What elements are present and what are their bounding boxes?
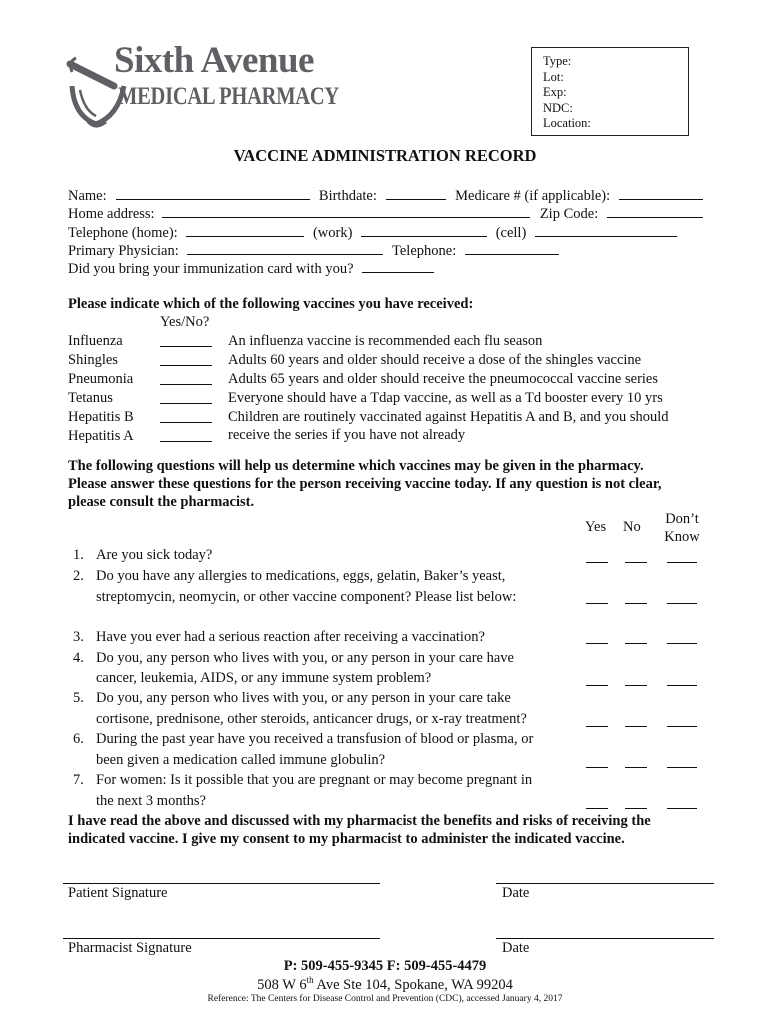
info-ndc: NDC:: [543, 100, 573, 115]
vaccine-yes-no-field[interactable]: [160, 353, 212, 366]
footer-address-ordinal: th: [306, 975, 314, 985]
primary-physician-field[interactable]: [187, 242, 383, 255]
patient-date-label: Date: [502, 885, 530, 901]
answer-dont-know-field[interactable]: [667, 726, 697, 727]
answer-yes-field[interactable]: [586, 643, 608, 644]
consent-line: indicated vaccine. I give my consent to my pharmacist to administer the indicated vaccine.: [68, 831, 625, 847]
answer-dont-know-field[interactable]: [667, 643, 697, 644]
question-text: Have you ever had a serious reaction after receiving a vaccination?: [96, 629, 485, 645]
question-text: Do you, any person who lives with you, or any person in your care take: [96, 690, 511, 706]
question-number: 2.: [73, 568, 84, 584]
answer-yes-field[interactable]: [586, 726, 608, 727]
work-label: (work): [312, 225, 353, 241]
question-number: 6.: [73, 731, 84, 747]
vaccine-yes-no-field[interactable]: [160, 410, 212, 423]
question-text: cancer, leukemia, AIDS, or any immune system problem?: [96, 670, 432, 686]
questions-intro-line: please consult the pharmacist.: [68, 494, 255, 510]
immunization-card-field[interactable]: [362, 260, 434, 273]
answer-no-field[interactable]: [625, 603, 647, 604]
cell-label: (cell): [495, 225, 527, 241]
answer-yes-field[interactable]: [586, 767, 608, 768]
questions-intro-line: Please answer these questions for the person receiving vaccine today. If any question is not clear,: [68, 476, 662, 492]
question-text: been given a medication called immune globulin?: [96, 752, 386, 768]
birthdate-field[interactable]: [386, 187, 446, 200]
vaccine-note: Adults 60 years and older should receive a dose of the shingles vaccine: [228, 352, 642, 368]
vaccine-note: receive the series if you have not already: [228, 427, 466, 443]
medicare-field[interactable]: [619, 187, 703, 200]
answer-no-field[interactable]: [625, 643, 647, 644]
vaccine-note: Everyone should have a Tdap vaccine, as well as a Td booster every 10 yrs: [228, 390, 663, 406]
home-address-field[interactable]: [162, 205, 530, 218]
question-text: Do you have any allergies to medications, eggs, gelatin, Baker’s yeast,: [96, 568, 506, 584]
question-text: streptomycin, neomycin, or other vaccine component? Please list below:: [96, 589, 517, 605]
zip-label: Zip Code:: [539, 206, 599, 222]
vaccine-name: Influenza: [68, 333, 123, 349]
vaccine-note: Children are routinely vaccinated against Hepatitis A and B, and you should: [228, 409, 669, 425]
pharmacist-signature-label: Pharmacist Signature: [68, 940, 192, 956]
col-header-yes: Yes: [585, 519, 607, 535]
question-text: Do you, any person who lives with you, or any person in your care have: [96, 650, 514, 666]
answer-dont-know-field[interactable]: [667, 685, 697, 686]
answer-yes-field[interactable]: [586, 808, 608, 809]
birthdate-label: Birthdate:: [318, 188, 377, 204]
patient-row-2: [68, 205, 703, 223]
vaccine-note: Adults 65 years and older should receive the pneumococcal vaccine series: [228, 371, 659, 387]
consent-line: I have read the above and discussed with my pharmacist the benefits and risks of receiving the: [68, 813, 651, 829]
patient-row-1: [68, 187, 703, 205]
vaccine-yes-no-field[interactable]: [160, 334, 212, 347]
footer-address-street: 508 W 6: [257, 976, 307, 993]
info-lot: Lot:: [543, 69, 564, 84]
vaccine-name: Tetanus: [68, 390, 113, 406]
question-number: 3.: [73, 629, 84, 645]
patient-row-5: [68, 260, 434, 278]
question-text: For women: Is it possible that you are pregnant or may become pregnant in: [96, 772, 533, 788]
questions-intro-line: The following questions will help us determine which vaccines may be given in the pharmacy.: [68, 458, 644, 474]
pharmacist-date-line[interactable]: [496, 938, 714, 939]
col-header-dont: Don’t: [665, 511, 699, 527]
vaccine-info-box: [531, 47, 689, 136]
question-number: 4.: [73, 650, 84, 666]
vaccine-name: Pneumonia: [68, 371, 134, 387]
answer-yes-field[interactable]: [586, 685, 608, 686]
telephone-home-field[interactable]: [186, 224, 304, 237]
vaccine-name: Hepatitis A: [68, 428, 134, 444]
patient-signature-line[interactable]: [63, 883, 380, 884]
info-type: Type:: [543, 54, 572, 68]
answer-no-field[interactable]: [625, 685, 647, 686]
footer-address-rest: Ave Ste 104, Spokane, WA 99204: [313, 976, 513, 993]
telephone-work-field[interactable]: [361, 224, 487, 237]
answer-yes-field[interactable]: [586, 562, 608, 563]
col-header-know: Know: [664, 529, 700, 545]
vaccine-yes-no-field[interactable]: [160, 391, 212, 404]
pharmacist-signature-line[interactable]: [63, 938, 380, 939]
question-text: Are you sick today?: [96, 547, 213, 563]
answer-no-field[interactable]: [625, 562, 647, 563]
footer-phone-fax: P: 509-455-9345 F: 509-455-4479: [283, 958, 487, 974]
vaccine-yes-no-field[interactable]: [160, 429, 212, 442]
name-field[interactable]: [116, 187, 310, 200]
footer-reference: Reference: The Centers for Disease Control and Prevention (CDC), accessed January 4, 2017: [207, 994, 563, 1004]
question-number: 7.: [73, 772, 84, 788]
patient-date-line[interactable]: [496, 883, 714, 884]
answer-dont-know-field[interactable]: [667, 808, 697, 809]
logo-name-line2: MEDICAL PHARMACY: [118, 83, 339, 110]
logo-name-line1: Sixth Avenue: [114, 40, 314, 81]
physician-telephone-label: Telephone:: [392, 243, 457, 259]
physician-telephone-field[interactable]: [465, 242, 559, 255]
answer-no-field[interactable]: [625, 808, 647, 809]
answer-yes-field[interactable]: [586, 603, 608, 604]
answer-no-field[interactable]: [625, 726, 647, 727]
pharmacist-date-label: Date: [502, 940, 530, 956]
patient-row-4: [68, 242, 559, 260]
question-text: the next 3 months?: [96, 793, 206, 809]
vaccine-name: Shingles: [68, 352, 118, 368]
col-header-no: No: [623, 519, 641, 535]
primary-physician-label: Primary Physician:: [68, 243, 179, 259]
medicare-label: Medicare # (if applicable):: [455, 188, 611, 204]
document-title: VACCINE ADMINISTRATION RECORD: [233, 146, 537, 165]
patient-row-3: [68, 224, 677, 242]
immunization-card-label: Did you bring your immunization card with you?: [68, 261, 354, 277]
footer-address: [0, 975, 770, 994]
answer-no-field[interactable]: [625, 767, 647, 768]
info-location: Location:: [543, 116, 591, 130]
telephone-cell-field[interactable]: [535, 224, 677, 237]
answer-dont-know-field[interactable]: [667, 562, 697, 563]
question-number: 5.: [73, 690, 84, 706]
vaccine-yes-no-field[interactable]: [160, 372, 212, 385]
home-address-label: Home address:: [68, 206, 155, 222]
yes-no-label: Yes/No?: [160, 314, 210, 330]
question-number: 1.: [73, 547, 84, 563]
question-text: cortisone, prednisone, other steroids, anticancer drugs, or x-ray treatment?: [96, 711, 527, 727]
zip-field[interactable]: [607, 205, 703, 218]
col-header-dont-know: [660, 510, 704, 546]
patient-signature-label: Patient Signature: [68, 885, 168, 901]
vaccine-note: An influenza vaccine is recommended each flu season: [228, 333, 543, 349]
answer-dont-know-field[interactable]: [667, 767, 697, 768]
question-text: During the past year have you received a transfusion of blood or plasma, or: [96, 731, 534, 747]
vaccine-name: Hepatitis B: [68, 409, 134, 425]
telephone-home-label: Telephone (home):: [68, 225, 178, 241]
answer-dont-know-field[interactable]: [667, 603, 697, 604]
name-label: Name:: [68, 188, 107, 204]
vaccines-heading: Please indicate which of the following vaccines you have received:: [68, 296, 474, 312]
info-exp: Exp:: [543, 85, 567, 99]
